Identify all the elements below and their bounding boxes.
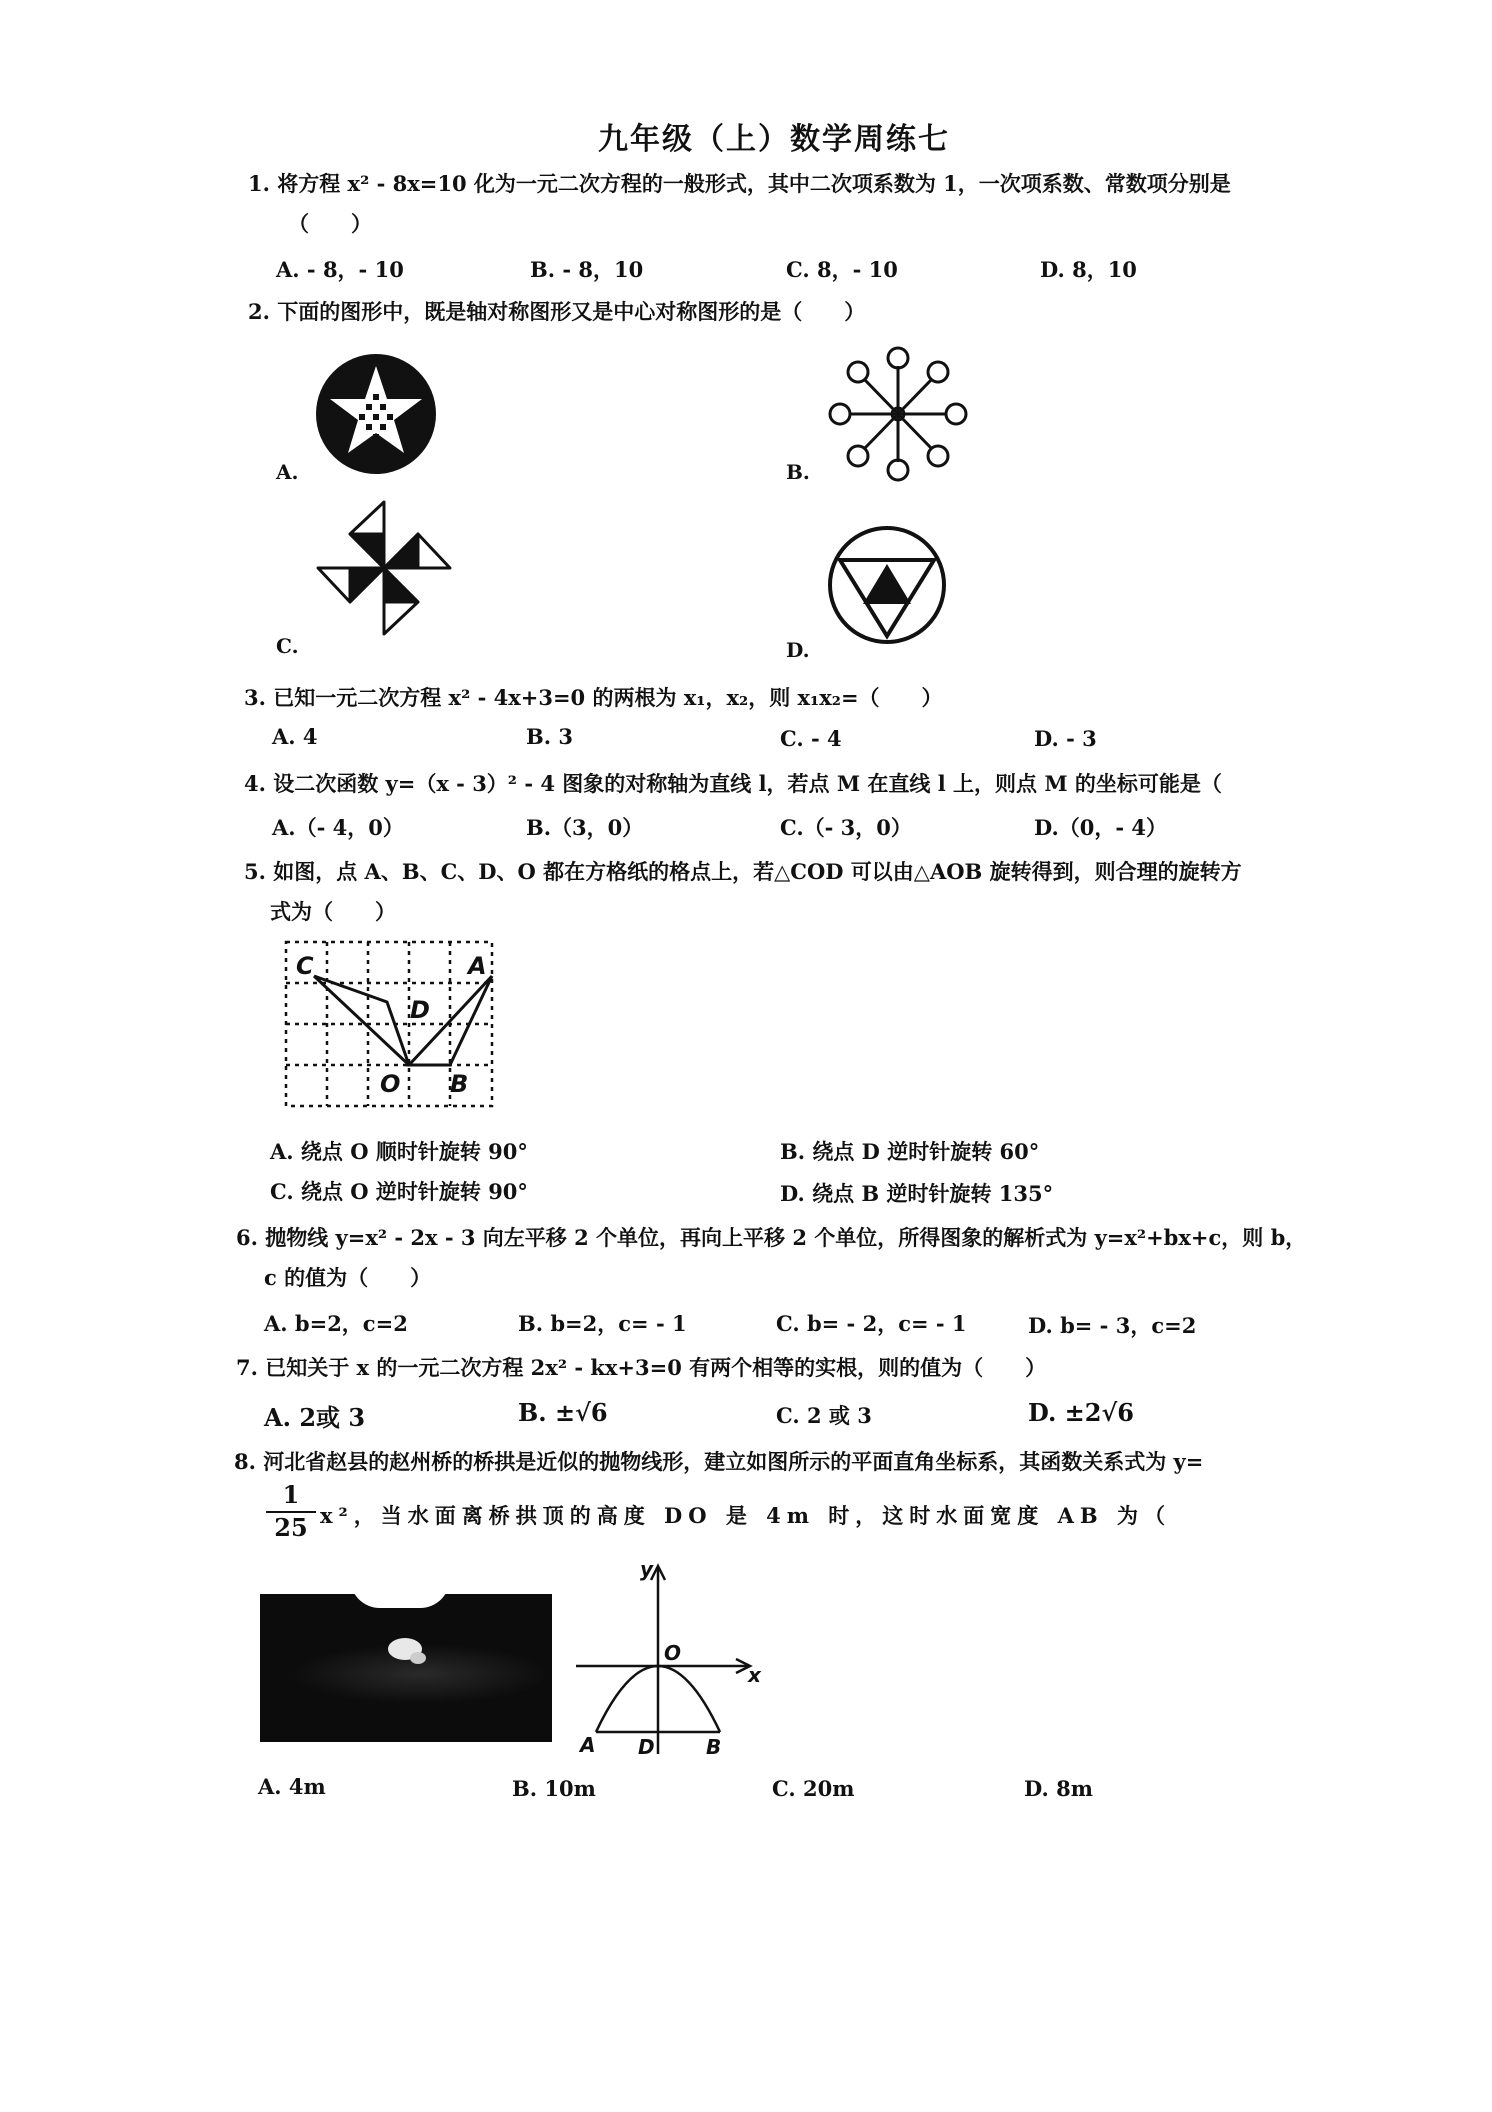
q5-point-c: C xyxy=(296,952,314,980)
q1-option-c: C. 8，- 10 xyxy=(786,257,898,282)
q1-stem-2: （ ） xyxy=(288,211,372,236)
q5-option-b: B. 绕点 D 逆时针旋转 60° xyxy=(780,1139,1040,1164)
q4-option-a: A.（- 4，0） xyxy=(272,815,404,840)
q6-option-a: A. b=2，c=2 xyxy=(264,1311,408,1336)
q7-option-c: C. 2 或 3 xyxy=(776,1403,872,1428)
q8-point-a: A xyxy=(580,1733,596,1757)
q8-fraction xyxy=(266,1480,316,1542)
q8-origin-o: O xyxy=(664,1641,682,1665)
q2-stem: 2. 下面的图形中，既是轴对称图形又是中心对称图形的是（ ） xyxy=(248,299,866,324)
page-title: 九年级（上）数学周练七 xyxy=(598,122,950,157)
q3-option-a: A. 4 xyxy=(272,724,318,749)
q2-figure-a-star-icon xyxy=(314,352,438,476)
q8-fraction-denominator: 25 xyxy=(274,1513,308,1542)
q2-label-c: C. xyxy=(276,634,299,658)
q7-option-a: A. 2或 3 xyxy=(264,1403,366,1432)
q8-bridge-photo xyxy=(260,1574,552,1742)
q6-option-b: B. b=2，c= - 1 xyxy=(518,1311,687,1336)
q7-option-b: B. ±√6 xyxy=(518,1398,608,1427)
q1-option-d: D. 8，10 xyxy=(1040,257,1137,282)
q4-option-c: C.（- 3，0） xyxy=(780,815,912,840)
q8-axis-y: y xyxy=(640,1557,654,1581)
q5-point-a: A xyxy=(468,952,487,980)
q2-figure-d-triangle-icon xyxy=(826,524,948,646)
q2-label-a: A. xyxy=(276,460,299,484)
q8-option-c: C. 20m xyxy=(772,1776,855,1801)
q3-option-b: B. 3 xyxy=(526,724,573,749)
q6-option-c: C. b= - 2，c= - 1 xyxy=(776,1311,967,1336)
q8-option-d: D. 8m xyxy=(1024,1776,1093,1801)
q1-option-a: A. - 8，- 10 xyxy=(276,257,404,282)
q6-stem: 6. 抛物线 y=x² - 2x - 3 向左平移 2 个单位，再向上平移 2 个单位，所得图象的解析式为 y=x²+bx+c，则 b， xyxy=(236,1225,1307,1250)
q7-option-d: D. ±2√6 xyxy=(1028,1398,1134,1427)
q7-stem: 7. 已知关于 x 的一元二次方程 2x² - kx+3=0 有两个相等的实根，则的值为（ ） xyxy=(236,1355,1047,1380)
q5-option-a: A. 绕点 O 顺时针旋转 90° xyxy=(270,1139,528,1164)
q2-label-b: B. xyxy=(786,460,810,484)
q8-axis-x: x xyxy=(748,1663,761,1687)
q5-grid-figure xyxy=(282,938,498,1112)
q3-stem: 3. 已知一元二次方程 x² - 4x+3=0 的两根为 x₁，x₂，则 x₁x₂=（ ） xyxy=(244,685,943,710)
q5-option-d: D. 绕点 B 逆时针旋转 135° xyxy=(780,1181,1054,1206)
q6-stem-2: c 的值为（ ） xyxy=(264,1265,432,1290)
q8-fraction-numerator: 1 xyxy=(266,1480,316,1513)
q5-point-o: O xyxy=(380,1070,401,1098)
q3-option-d: D. - 3 xyxy=(1034,726,1097,751)
q5-option-c: C. 绕点 O 逆时针旋转 90° xyxy=(270,1179,528,1204)
q1-option-b: B. - 8，10 xyxy=(530,257,644,282)
q8-point-b: B xyxy=(706,1735,722,1758)
q1-stem: 1. 将方程 x² - 8x=10 化为一元二次方程的一般形式，其中二次项系数为 1，一次项系数、常数项分别是 xyxy=(248,171,1231,196)
q8-stem-2: x²，当水面离桥拱顶的高度 DO 是 4m 时，这时水面宽度 AB 为（ xyxy=(320,1503,1171,1528)
q8-stem: 8. 河北省赵县的赵州桥的桥拱是近似的抛物线形，建立如图所示的平面直角坐标系，其函数关系式为 y= xyxy=(234,1449,1204,1474)
q5-stem-2: 式为（ ） xyxy=(270,899,396,924)
q8-option-b: B. 10m xyxy=(512,1776,596,1801)
q5-stem: 5. 如图，点 A、B、C、D、O 都在方格纸的格点上，若△COD 可以由△AOB 旋转得到，则合理的旋转方 xyxy=(244,859,1242,884)
q2-figure-b-flower-icon xyxy=(826,344,970,484)
q8-option-a: A. 4m xyxy=(258,1774,326,1799)
q8-parabola-figure xyxy=(572,1556,764,1758)
q3-option-c: C. - 4 xyxy=(780,726,842,751)
q5-point-d: D xyxy=(410,996,430,1024)
q4-option-b: B.（3，0） xyxy=(526,815,644,840)
q2-label-d: D. xyxy=(786,638,810,662)
q6-option-d: D. b= - 3，c=2 xyxy=(1028,1313,1197,1338)
q8-point-d: D xyxy=(638,1735,655,1758)
q2-figure-c-pinwheel-icon xyxy=(316,500,452,636)
q5-point-b: B xyxy=(450,1070,469,1098)
q4-stem: 4. 设二次函数 y=（x - 3）² - 4 图象的对称轴为直线 l，若点 M 在直线 l 上，则点 M 的坐标可能是（ xyxy=(244,771,1222,796)
q4-option-d: D.（0，- 4） xyxy=(1034,815,1168,840)
